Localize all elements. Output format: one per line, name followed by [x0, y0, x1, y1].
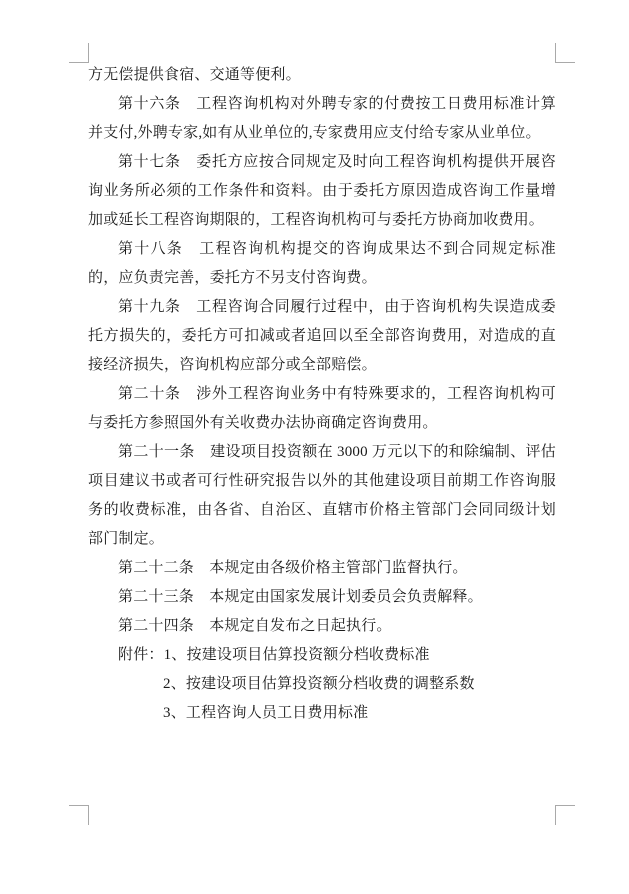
document-paragraph: 方无偿提供食宿、交通等便利。 — [88, 67, 301, 83]
crop-mark-top-right — [555, 43, 575, 63]
document-paragraph: 第二十一条 建设项目投资额在 3000 万元以下的和除编制、评估项目建议书或者可行性研究报告以外的其他建设项目前期工作咨询服务的收费标准，由各省、自治区、直辖市价格主管部门会同同级计划部门制定。 — [88, 444, 556, 547]
document-paragraph: 第二十四条 本规定自发布之日起执行。 — [118, 618, 392, 634]
attachment-list-item: 2、按建设项目估算投资额分档收费的调整系数 — [163, 676, 475, 692]
crop-mark-top-left — [69, 43, 89, 63]
attachment-list-item: 3、工程咨询人员工日费用标准 — [163, 705, 369, 721]
document-paragraph: 第十六条 工程咨询机构对外聘专家的付费按工日费用标准计算并支付,外聘专家,如有从业单位的,专家费用应支付给专家从业单位。 — [88, 96, 556, 141]
document-paragraph: 第十七条 委托方应按合同规定及时向工程咨询机构提供开展咨询业务所必须的工作条件和资料。由于委托方原因造成咨询工作量增加或延长工程咨询期限的，工程咨询机构可与委托方协商加收费用。 — [88, 154, 556, 228]
document-paragraph: 第二十二条 本规定由各级价格主管部门监督执行。 — [118, 560, 468, 576]
document-body-text — [88, 61, 556, 728]
document-paragraph: 第十九条 工程咨询合同履行过程中，由于咨询机构失误造成委托方损失的，委托方可扣减或者追回以至全部咨询费用，对造成的直接经济损失，咨询机构应部分或全部赔偿。 — [88, 299, 556, 373]
document-paragraph: 第二十条 涉外工程咨询业务中有特殊要求的，工程咨询机构可与委托方参照国外有关收费办法协商确定咨询费用。 — [88, 386, 556, 431]
crop-mark-bottom-left — [69, 805, 89, 825]
crop-mark-bottom-right — [555, 805, 575, 825]
document-paragraph: 附件：1、按建设项目估算投资额分档收费标准 — [118, 647, 430, 663]
document-paragraph: 第十八条 工程咨询机构提交的咨询成果达不到合同规定标准的，应负责完善，委托方不另支付咨询费。 — [88, 241, 556, 286]
document-paragraph: 第二十三条 本规定由国家发展计划委员会负责解释。 — [118, 589, 483, 605]
